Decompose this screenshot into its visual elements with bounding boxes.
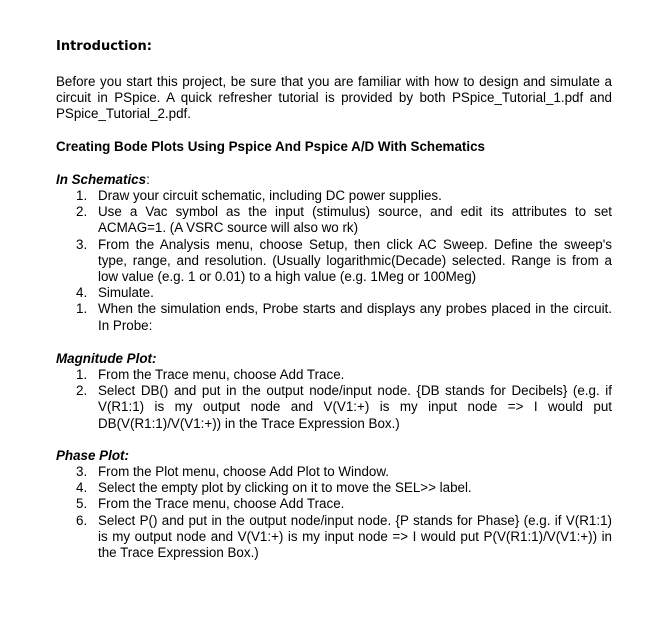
list-item-number: 1. — [76, 188, 88, 203]
phase-plot-heading: Phase Plot: — [56, 448, 129, 463]
magnitude-steps-list — [56, 367, 612, 432]
list-item-number: 1. — [76, 301, 88, 317]
magnitude-plot-heading: Magnitude Plot: — [56, 351, 157, 366]
introduction-heading: Introduction: — [56, 39, 152, 54]
in-schematics-heading-text: In Schematics — [56, 172, 147, 187]
list-item-text: Select the empty plot by clicking on it to move the SEL>> label. — [98, 480, 472, 496]
in-schematics-heading — [56, 172, 150, 188]
list-item — [56, 383, 612, 432]
list-item-text: Use a Vac symbol as the input (stimulus) source, and edit its attributes to set ACMAG=1. (A VSRC source will also wo rk) — [98, 204, 612, 236]
list-item-number: 2. — [76, 204, 88, 220]
list-item-number: 6. — [76, 512, 88, 528]
list-item-text: Select P() and put in the output node/input node. {P stands for Phase} (e.g. if V(R1:1) is my output node and V(V1:+) is my input node => I would put P(V(R1:1)/V(V1:+)) in the Trace Expression Box.) — [98, 512, 612, 561]
list-item-text: When the simulation ends, Probe starts and displays any probes placed in the circuit. In Probe: — [98, 301, 612, 333]
list-item-text: Simulate. — [98, 285, 154, 301]
list-item-text: Draw your circuit schematic, including DC power supplies. — [98, 188, 442, 203]
list-item — [56, 480, 612, 496]
list-item-number: 4. — [76, 285, 88, 301]
list-item — [56, 496, 612, 512]
list-item-text: Select DB() and put in the output node/input node. {DB stands for Decibels} (e.g. if V(R1:1) is my output node and V(V1:+) is my input node => I would put DB(V(R1:1)/V(V1:+)) in the Trace Expression Box.) — [98, 383, 612, 431]
list-item — [56, 367, 612, 383]
list-item-number: 1. — [76, 367, 88, 382]
schematics-steps-list — [56, 188, 612, 334]
list-item — [56, 204, 612, 236]
list-item-number: 3. — [76, 236, 88, 252]
list-item-number: 5. — [76, 496, 88, 512]
list-item-number: 3. — [76, 464, 88, 479]
list-item — [56, 237, 612, 286]
in-schematics-heading-colon: : — [146, 172, 150, 187]
list-item — [56, 188, 612, 204]
list-item-text: From the Trace menu, choose Add Trace. — [98, 496, 345, 512]
list-item-number: 4. — [76, 480, 88, 496]
list-item-text: From the Trace menu, choose Add Trace. — [98, 367, 345, 382]
list-item-text: From the Plot menu, choose Add Plot to Window. — [98, 464, 390, 479]
list-item — [56, 285, 612, 301]
list-item — [56, 513, 612, 562]
list-item-text: From the Analysis menu, choose Setup, then click AC Sweep. Define the sweep's type, range, and resolution. (Usually logarithmic(Decade) selected. Range is from a low value (e.g. 1 or 0.01) to a high value (e.g. 1Meg or 100Meg) — [98, 236, 612, 285]
list-item — [56, 301, 612, 333]
list-item-number: 2. — [76, 383, 88, 399]
bode-plots-heading: Creating Bode Plots Using Pspice And Pspice A/D With Schematics — [56, 139, 485, 154]
list-item — [56, 464, 612, 480]
phase-steps-list — [56, 464, 612, 561]
introduction-paragraph: Before you start this project, be sure that you are familiar with how to design and simulate a circuit in PSpice. A quick refresher tutorial is provided by both PSpice_Tutorial_1.pdf and PSpice_Tutorial_2.pdf. — [56, 74, 612, 122]
